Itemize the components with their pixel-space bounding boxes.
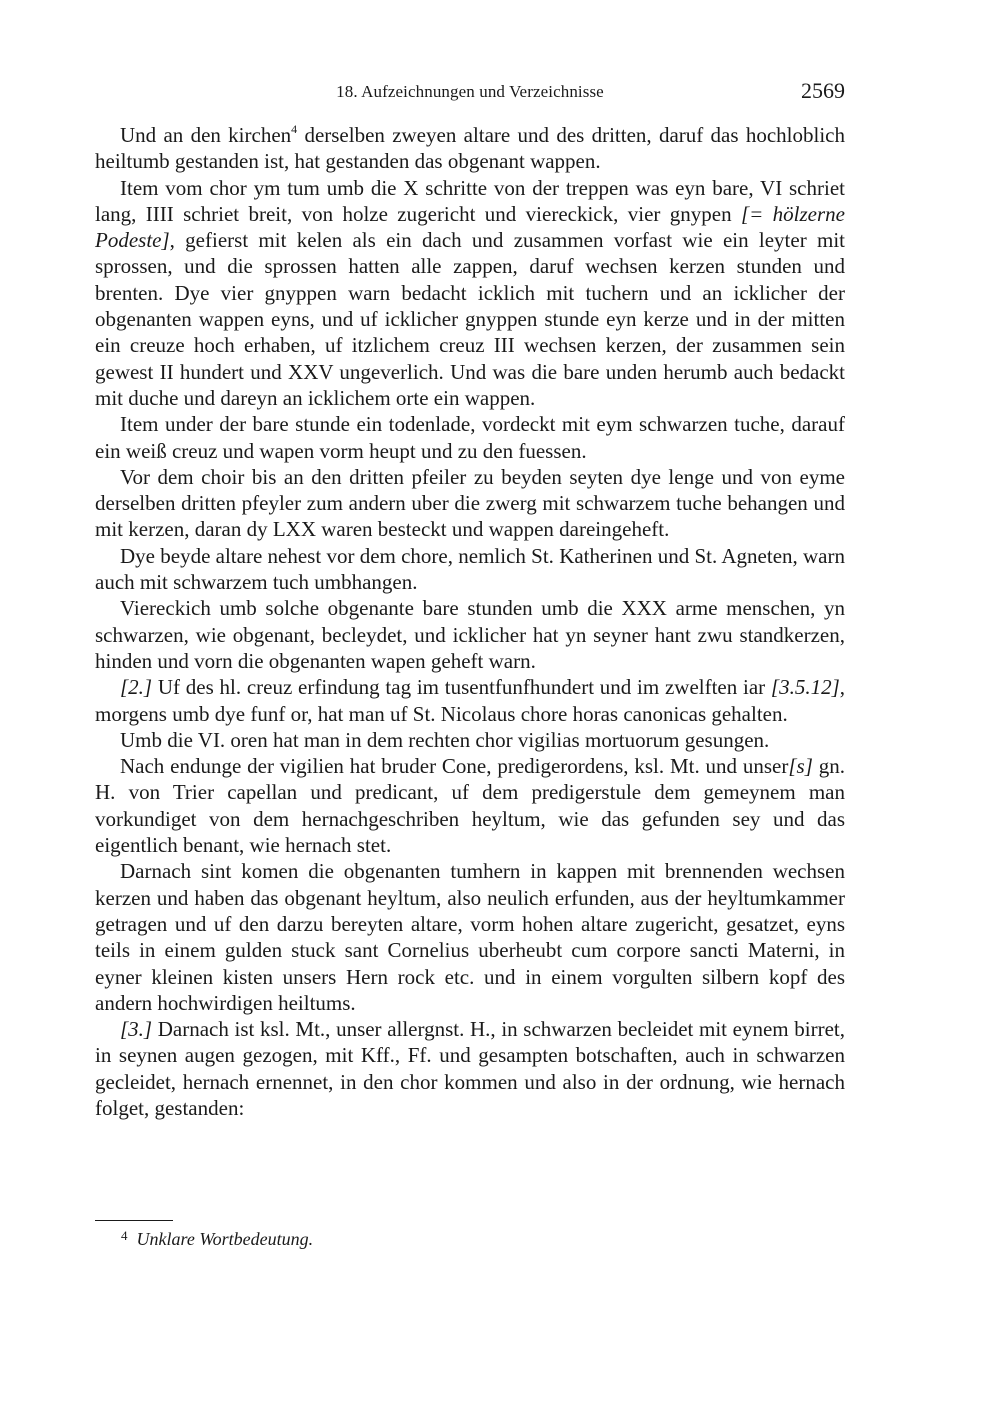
body-text [95, 122, 845, 1121]
text-run: Darnach ist ksl. Mt., unser allergnst. H., in schwarzen becleidet mit eynem birret, in seynen augen gezogen, mit Kff., Ff. und gesampten botschaften, auch in schwarzen gecleidet, hernach ernennet, in den chor kommen und also in der ordnung, wie hernach folget, gestanden: [95, 1017, 845, 1120]
footnote-rule [95, 1220, 173, 1221]
footnote [121, 1228, 313, 1250]
text-run: Uf des hl. creuz erfindung tag im tusentfunfhundert und im zwelften iar [152, 675, 771, 700]
editorial-note: [= hölzerne Podeste] [95, 201, 845, 253]
paragraph [95, 464, 845, 543]
paragraph [95, 595, 845, 674]
editorial-note: [3.5.12] [770, 675, 840, 700]
text-run: Item under der bare stunde ein todenlade, vordeckt mit eym schwarzen tuche, darauf ein weiß creuz und wapen vorm heupt und zu den fuessen. [95, 412, 845, 463]
page-number: 2569 [801, 78, 845, 103]
text-run: Darnach sint komen die obgenanten tumhern in kappen mit brennenden wechsen kerzen und haben das obgenant heyltum, also neulich erfunden, aus der heyltumkammer getragen und uf den darzu bereyten altare, vorm hohen altare zugericht, gesatzet, eyns teils in einem gulden stuck sant Cornelius uberheubt cum corpore sancti Materni, in eyner kleinen kisten unsers Hern rock etc. und in einem vorgulten silbern kopf des andern hochwirdigen heiltums. [95, 859, 845, 1015]
page-header [95, 78, 845, 110]
text-run: Item vom chor ym tum umb die X schritte von der treppen was eyn bare, VI schriet lang, IIII schriet breit, von holze zugericht und viereckick, vier gnypen [95, 175, 845, 226]
paragraph [95, 674, 845, 727]
paragraph [95, 727, 845, 753]
text-run: , gefierst mit kelen als ein dach und zusammen vorfast wie ein leyter mit sprossen, und die sprossen hatten alle zappen, daruf wechsen kerzen stunden und brenten. Dye vier gnyppen warn bedacht icklich mit tuchern und an icklicher der obgenanten wappen eyns, und uf icklicher gnyppen stunde eyn kerze und in der mitten ein creuze hoch erhaben, uf itzlichem creuz III wechsen kerzen, der zusammen sein gewest II hundert und XXV ungeverlich. Und was die bare unden herumb auch bedackt mit duche und dareyn an icklichem orte ein wappen. [95, 228, 845, 410]
paragraph [95, 122, 845, 175]
text-run: Nach endunge der vigilien hat bruder Cone, predigerordens, ksl. Mt. und unser [120, 754, 789, 779]
text-run: Umb die VI. oren hat man in dem rechten chor vigilias mortuorum gesungen. [120, 727, 770, 752]
text-run: Und an den kirchen [120, 123, 292, 147]
text-run: derselben zweyen altare und des dritten, daruf das hochloblich heiltumb gestanden ist, hat gestanden das obgenant wappen. [95, 123, 845, 174]
text-run: Vor dem choir bis an den dritten pfeiler zu beyden seyten dye lenge und von eyme derselben dritten pfeyler zum andern uber die zwerg mit schwarzem tuche behangen und mit kerzen, daran dy LXX waren besteckt und wappen dareingeheft. [95, 464, 845, 542]
paragraph [95, 411, 845, 464]
text-run: , morgens umb dye funf or, hat man uf St. Nicolaus chore horas canonicas gehalten. [95, 675, 845, 726]
footnote-text: Unklare Wortbedeutung. [136, 1229, 314, 1249]
footnote-marker: 4 [291, 122, 298, 136]
text-run: Dye beyde altare nehest vor dem chore, nemlich St. Katherinen und St. Agneten, warn auch mit schwarzem tuch umbhangen. [95, 543, 845, 595]
editorial-note: [2.] [120, 675, 153, 700]
paragraph [95, 1016, 845, 1121]
editorial-note: [3.] [120, 1017, 153, 1042]
running-head: 18. Aufzeichnungen und Verzeichnisse [336, 82, 604, 101]
paragraph [95, 753, 845, 858]
paragraph [95, 175, 845, 412]
text-run: gn. H. von Trier capellan und predicant, uf dem predigerstule dem gemeynem man vorkundiget von dem hernachgeschriben heyltum, wie das gefunden sey und das eigentlich benant, wie hernach stet. [95, 754, 845, 858]
paragraph [95, 543, 845, 596]
paragraph [95, 858, 845, 1016]
footnote-number: 4 [121, 1228, 128, 1243]
editorial-note: [s] [788, 754, 813, 779]
document-page [95, 78, 845, 1249]
text-run: Viereckich umb solche obgenante bare stunden umb die XXX arme menschen, yn schwarzen, wie obgenant, becleydet, und icklicher hat yn seyner hant zwu standkerzen, hinden und vorn die obgenanten wapen geheft warn. [95, 596, 845, 673]
